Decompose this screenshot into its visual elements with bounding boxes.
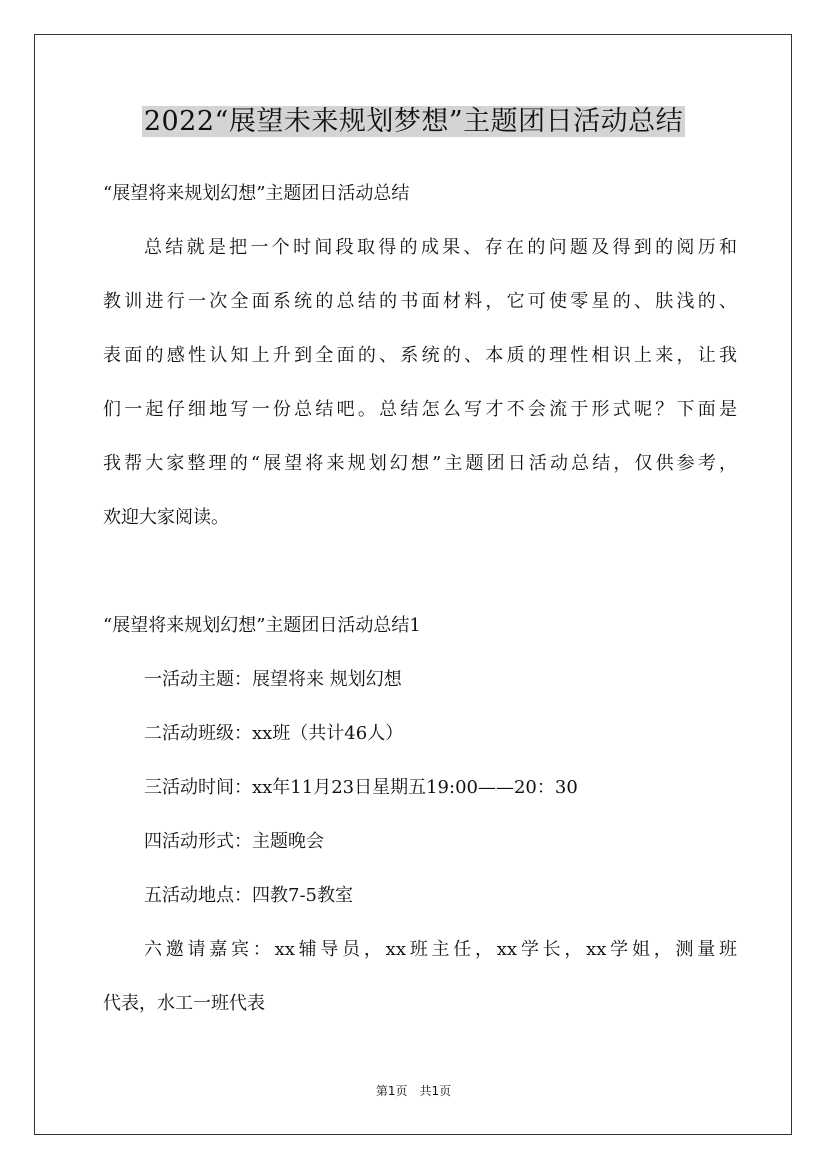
document-title-text: 2022“展望未来规划梦想”主题团日活动总结 (143, 106, 684, 137)
intro-line-5: 我帮大家整理的“展望将来规划幻想”主题团日活动总结，仅供参考， (103, 453, 737, 474)
item-format: 四活动形式：主题晚会 (144, 831, 324, 852)
intro-line-2: 教训进行一次全面系统的总结的书面材料，它可使零星的、肤浅的、 (103, 291, 737, 312)
section-heading: “展望将来规划幻想”主题团日活动总结1 (103, 615, 421, 636)
intro-line-3: 表面的感性认知上升到全面的、系统的、本质的理性相识上来，让我 (103, 345, 737, 366)
item-guests-continuation: 代表，水工一班代表 (103, 993, 265, 1014)
item-class: 二活动班级：xx班（共计46人） (144, 723, 404, 744)
item-theme: 一活动主题：展望将来 规划幻想 (144, 669, 402, 690)
item-time: 三活动时间：xx年11月23日星期五19:00——20：30 (144, 777, 578, 798)
item-guests: 六邀请嘉宾：xx辅导员，xx班主任，xx学长，xx学姐，测量班 (144, 939, 737, 960)
intro-line-4: 们一起仔细地写一份总结吧。总结怎么写才不会流于形式呢？下面是 (103, 399, 737, 420)
intro-line-6: 欢迎大家阅读。 (103, 507, 229, 528)
document-subtitle: “展望将来规划幻想”主题团日活动总结 (103, 183, 410, 204)
item-location: 五活动地点：四教7-5教室 (144, 885, 353, 906)
page-number-footer: 第1页 共1页 (375, 1084, 452, 1098)
intro-line-1: 总结就是把一个时间段取得的成果、存在的问题及得到的阅历和 (144, 237, 737, 258)
document-title (0, 102, 827, 142)
